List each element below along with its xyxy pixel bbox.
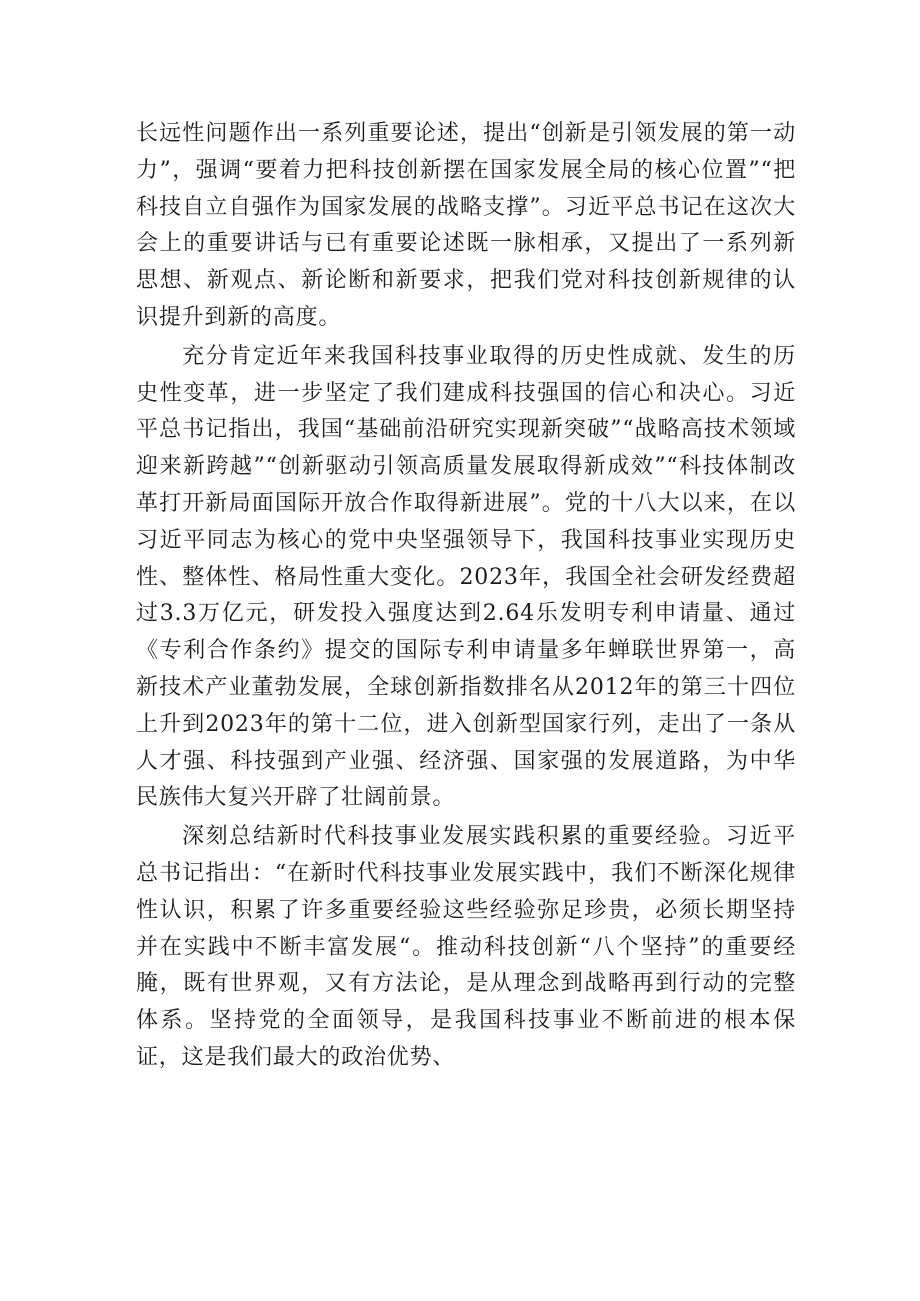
document-body [136,116,796,1079]
paragraph-experience: 深刻总结新时代科技事业发展实践积累的重要经验。习近平总书记指出：“在新时代科技事业发展实践中，我们不断深化规律性认识，积累了许多重要经验这些经验弥足珍贵，必须长期坚持并在实践中不断丰富发展“。推动科技创新“八个坚持”的重要经腌，既有世界观，又有方法论，是从理念到战略再到行动的完整体系。坚持党的全面领导，是我国科技事业不断前进的根本保证，这是我们最大的政治优势、 [136,824,796,1070]
paragraph-continuation: 长远性问题作出一系列重要论述，提出“创新是引领发展的第一动力”，强调“要着力把科技创新摆在国家发展全局的核心位置”“把科技自立自强作为国家发展的战略支撑”。习近平总书记在这次大会上的重要讲话与已有重要论述既一脉相承，又提出了一系列新思想、新观点、新论断和新要求，把我们党对科技创新规律的认识提升到新的高度。 [136,121,796,330]
paragraph-achievements: 充分肯定近年来我国科技事业取得的历史性成就、发生的历史性变革，进一步坚定了我们建成科技强国的信心和决心。习近平总书记指出，我国“基础前沿研究实现新突破”“战略高技术领域迎来新跨越”“创新驱动引领高质量发展取得新成效”“科技体制改革打开新局面国际开放合作取得新进展”。党的十八大以来，在以习近平同志为核心的党中央坚强领导下，我国科技事业实现历史性、整体性、格局性重大变化。2023年，我国全社会研发经费超过3.3万亿元，研发投入强度达到2.64乐发明专利申请量、通过《专利合作条约》提交的国际专利申请量多年蝉联世界第一，高新技术产业董勃发展，全球创新指数排名从2012年的第三十四位上升到2023年的第十二位，进入创新型国家行列，走出了一条从人才强、科技强到产业强、经济强、国家强的发展道路，为中华民族伟大复兴开辟了壮阔前景。 [136,343,796,811]
